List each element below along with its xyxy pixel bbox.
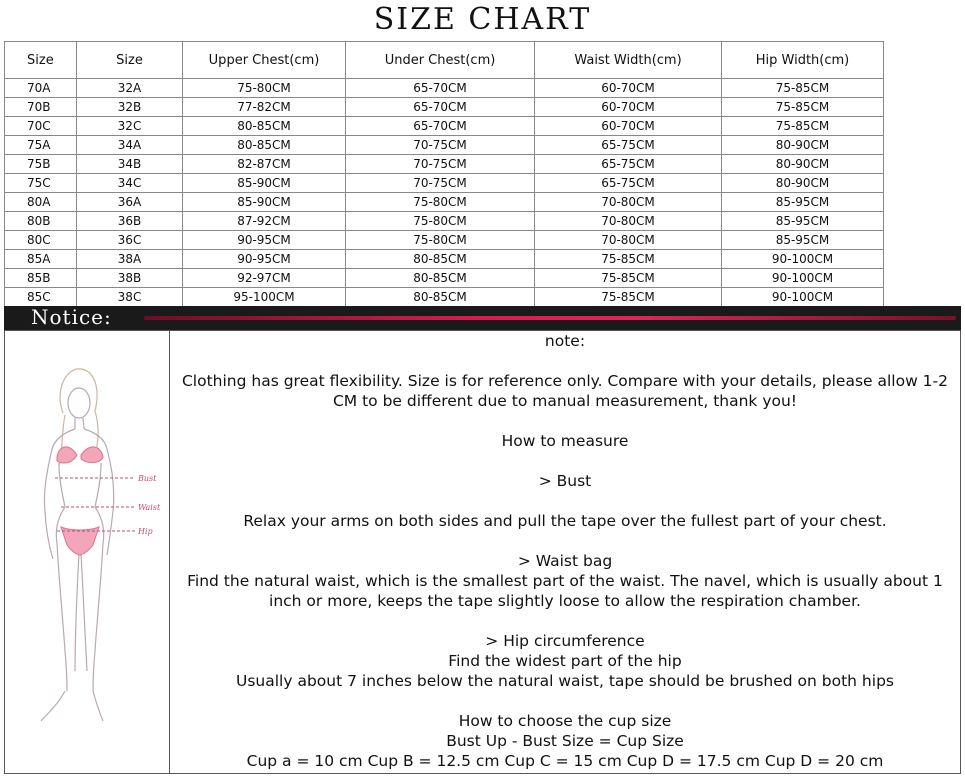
table-cell: 38B	[77, 269, 183, 288]
notice-bar	[4, 306, 961, 330]
table-cell: 92-97CM	[183, 269, 346, 288]
table-cell: 32C	[77, 117, 183, 136]
table-row	[5, 288, 884, 307]
note-line: How to choose the cup size	[458, 712, 672, 730]
table-cell: 80-85CM	[346, 269, 535, 288]
note-line: Clothing has great flexibility. Size is for reference only. Compare with your details, please allow 1-2 CM to be different due to manual measurement, thank you!	[181, 372, 949, 410]
table-row	[5, 212, 884, 231]
note-line: Relax your arms on both sides and pull the tape over the fullest part of your chest.	[243, 512, 887, 530]
table-row	[5, 193, 884, 212]
table-cell: 70A	[5, 79, 77, 98]
table-row	[5, 250, 884, 269]
table-cell: 80-85CM	[183, 136, 346, 155]
header-size-eu: Size	[5, 42, 77, 79]
note-line: Bust Up - Bust Size = Cup Size	[446, 732, 684, 750]
table-cell: 85-90CM	[183, 193, 346, 212]
table-cell: 75-80CM	[346, 193, 535, 212]
table-row	[5, 269, 884, 288]
bust-label: Bust	[138, 474, 157, 483]
table-cell: 65-70CM	[346, 79, 535, 98]
table-cell: 80A	[5, 193, 77, 212]
table-cell: 90-100CM	[722, 250, 884, 269]
note-spacer	[170, 451, 960, 471]
table-cell: 75-80CM	[346, 212, 535, 231]
table-cell: 95-100CM	[183, 288, 346, 307]
page-title: SIZE CHART	[373, 2, 592, 37]
header-size-us: Size	[77, 42, 183, 79]
table-cell: 65-70CM	[346, 117, 535, 136]
notice-label: Notice:	[31, 305, 112, 329]
table-cell: 34A	[77, 136, 183, 155]
table-cell: 80C	[5, 231, 77, 250]
note-line: note:	[544, 332, 586, 350]
size-chart-table	[4, 41, 884, 307]
table-cell: 85B	[5, 269, 77, 288]
hip-label: Hip	[138, 527, 153, 536]
table-cell: 70-75CM	[346, 136, 535, 155]
header-upper-chest: Upper Chest(cm)	[183, 42, 346, 79]
table-cell: 36C	[77, 231, 183, 250]
table-cell: 65-75CM	[535, 136, 722, 155]
table-row	[5, 79, 884, 98]
table-cell: 70-80CM	[535, 193, 722, 212]
note-cell	[170, 331, 960, 773]
table-cell: 80-90CM	[722, 136, 884, 155]
table-cell: 38C	[77, 288, 183, 307]
table-cell: 65-70CM	[346, 98, 535, 117]
table-header-row	[5, 42, 884, 79]
table-cell: 80B	[5, 212, 77, 231]
table-cell: 90-100CM	[722, 269, 884, 288]
note-line: Usually about 7 inches below the natural waist, tape should be brushed on both hips	[236, 672, 894, 690]
table-row	[5, 231, 884, 250]
table-cell: 90-100CM	[722, 288, 884, 307]
note-line: How to measure	[501, 432, 629, 450]
table-row	[5, 136, 884, 155]
table-cell: 75-80CM	[346, 231, 535, 250]
note-line: Find the natural waist, which is the smallest part of the waist. The navel, which is usually about 1 inch or more, keeps the tape slightly loose to allow the respiration chamber.	[187, 572, 943, 610]
header-under-chest: Under Chest(cm)	[346, 42, 535, 79]
note-line: Find the widest part of the hip	[448, 652, 682, 670]
table-cell: 75-85CM	[722, 79, 884, 98]
table-cell: 87-92CM	[183, 212, 346, 231]
table-cell: 34B	[77, 155, 183, 174]
table-cell: 60-70CM	[535, 117, 722, 136]
table-cell: 32B	[77, 98, 183, 117]
waist-label: Waist	[138, 503, 161, 512]
table-row	[5, 98, 884, 117]
table-cell: 75-85CM	[535, 250, 722, 269]
table-cell: 90-95CM	[183, 250, 346, 269]
table-cell: 80-85CM	[346, 250, 535, 269]
table-cell: 85-95CM	[722, 193, 884, 212]
table-cell: 75C	[5, 174, 77, 193]
measurement-figure-illustration	[5, 331, 169, 773]
table-cell: 34C	[77, 174, 183, 193]
note-spacer	[170, 531, 960, 551]
table-cell: 80-90CM	[722, 155, 884, 174]
note-line: > Waist bag	[517, 552, 613, 570]
table-cell: 77-82CM	[183, 98, 346, 117]
table-cell: 85C	[5, 288, 77, 307]
table-row	[5, 155, 884, 174]
table-cell: 60-70CM	[535, 98, 722, 117]
notice-box	[4, 330, 961, 774]
table-row	[5, 174, 884, 193]
table-cell: 70-75CM	[346, 155, 535, 174]
table-cell: 80-85CM	[183, 117, 346, 136]
table-cell: 80-90CM	[722, 174, 884, 193]
table-cell: 75-85CM	[535, 269, 722, 288]
header-hip-width: Hip Width(cm)	[722, 42, 884, 79]
table-cell: 65-75CM	[535, 174, 722, 193]
table-cell: 75A	[5, 136, 77, 155]
table-cell: 36B	[77, 212, 183, 231]
table-cell: 32A	[77, 79, 183, 98]
table-row	[5, 117, 884, 136]
table-cell: 75-85CM	[722, 117, 884, 136]
note-spacer	[170, 491, 960, 511]
note-spacer	[170, 611, 960, 631]
table-cell: 38A	[77, 250, 183, 269]
note-spacer	[170, 411, 960, 431]
table-cell: 70C	[5, 117, 77, 136]
table-cell: 82-87CM	[183, 155, 346, 174]
note-line: > Hip circumference	[485, 632, 645, 650]
figure-cell	[5, 331, 170, 773]
table-cell: 75-85CM	[722, 98, 884, 117]
table-cell: 85A	[5, 250, 77, 269]
header-waist-width: Waist Width(cm)	[535, 42, 722, 79]
table-cell: 70-80CM	[535, 212, 722, 231]
table-cell: 75-85CM	[535, 288, 722, 307]
table-cell: 85-95CM	[722, 231, 884, 250]
notice-stripe	[144, 316, 956, 320]
table-cell: 70-75CM	[346, 174, 535, 193]
table-cell: 85-95CM	[722, 212, 884, 231]
note-line: > Bust	[538, 472, 592, 490]
table-cell: 75B	[5, 155, 77, 174]
table-cell: 65-75CM	[535, 155, 722, 174]
table-cell: 70-80CM	[535, 231, 722, 250]
table-cell: 70B	[5, 98, 77, 117]
table-cell: 85-90CM	[183, 174, 346, 193]
note-line: Cup a = 10 cm Cup B = 12.5 cm Cup C = 15 cm Cup D = 17.5 cm Cup D = 20 cm	[246, 752, 884, 770]
note-spacer	[170, 351, 960, 371]
table-cell: 80-85CM	[346, 288, 535, 307]
table-cell: 60-70CM	[535, 79, 722, 98]
note-spacer	[170, 691, 960, 711]
table-cell: 75-80CM	[183, 79, 346, 98]
table-cell: 90-95CM	[183, 231, 346, 250]
table-cell: 36A	[77, 193, 183, 212]
